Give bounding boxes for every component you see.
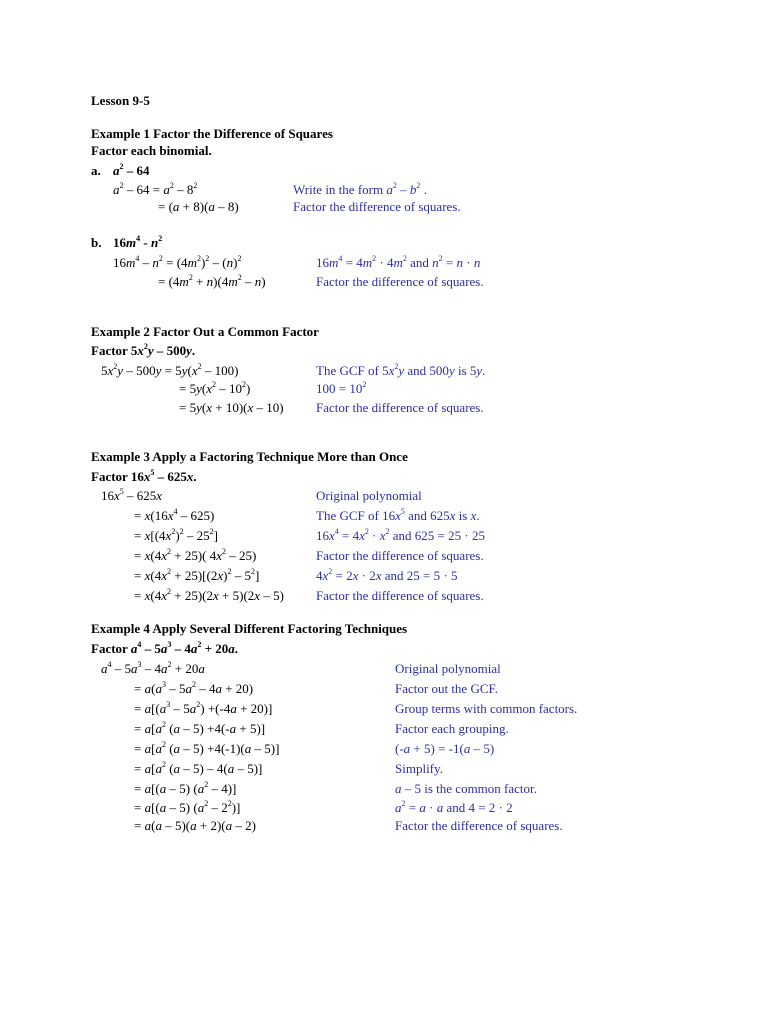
- example-4-step-2: = $a(a^3 - 5a^2 - 4a + 20)$: [134, 680, 254, 696]
- example-2-note-2: $100 = 10^2$: [316, 380, 367, 396]
- example-4-note-7: a – 5 is the common factor.: [395, 781, 537, 796]
- example-3-step-2: = $x(16x^4 - 625)$: [134, 507, 215, 523]
- example-3-note-2: The GCF of $16x^5$ and 625x is x.: [316, 507, 480, 523]
- example-1a-problem: $a^2 - 64$: [113, 162, 150, 178]
- example-2-step-3: = 5y(x + 10)(x – 10): [179, 400, 284, 415]
- example-4-note-8: $a^2 = a \cdot a$ and 4 = 2 · 2: [395, 799, 513, 815]
- example-3-instruction: Factor $16x^5 - 625x$.: [91, 468, 197, 484]
- example-2-title: Example 2 Factor Out a Common Factor: [91, 324, 319, 339]
- example-3-step-1: $16x^5 - 625x$: [101, 487, 163, 503]
- example-1b-step-1: $16m^4 - n^2 = (4m^2)^2 - (n)^2$: [113, 254, 242, 270]
- example-4-step-4: = $a[a^2$ (a – 5) +4(-a + 5)]: [134, 720, 266, 736]
- example-3-step-6: = $x(4x^2 + 25)(2x + 5)(2x - 5)$: [134, 587, 284, 603]
- example-3-note-6: Factor the difference of squares.: [316, 588, 484, 603]
- example-1-instruction: Factor each binomial.: [91, 143, 212, 158]
- example-4-step-9: = a(a – 5)(a + 2)(a – 2): [134, 818, 256, 833]
- example-1b-note-1: $16m^4 = 4m^2 \cdot 4m^2$ and $n^2 = n \cdot n$: [316, 254, 481, 270]
- example-4-step-3: = $a[(a^3 - 5a^2) +(-4a + 20)]$: [134, 700, 273, 716]
- example-4-step-5: = $a[a^2$ (a – 5) +4(-1)(a – 5)]: [134, 740, 280, 756]
- example-1a-note-1: Write in the form $a^2 - b^2$ .: [293, 181, 427, 197]
- example-3-step-5: = $x(4x^2 + 25)[(2x)^2 - 5^2]$: [134, 567, 260, 583]
- example-3-title: Example 3 Apply a Factoring Technique More than Once: [91, 449, 408, 464]
- example-3-step-4: = $x(4x^2 + 25)$( $4x^2 - 25$): [134, 547, 257, 563]
- example-4-note-6: Simplify.: [395, 761, 443, 776]
- example-3-note-1: Original polynomial: [316, 488, 422, 503]
- example-1a-label: a.: [91, 163, 101, 178]
- example-1-title: Example 1 Factor the Difference of Squares: [91, 126, 333, 141]
- example-1b-note-2: Factor the difference of squares.: [316, 274, 484, 289]
- example-4-step-6: = $a[a^2$ (a – 5) – 4(a – 5)]: [134, 760, 263, 776]
- example-4-title: Example 4 Apply Several Different Factoring Techniques: [91, 621, 408, 636]
- example-2-step-1: $5x^2y - 500y = 5y(x^2 - 100)$: [101, 362, 239, 378]
- example-1a-step-1: $a^2 - 64 = a^2 - 8^2$: [113, 181, 198, 197]
- example-2-instruction: Factor $5x^2y - 500y$.: [91, 342, 196, 358]
- example-4-note-5: (-a + 5) = -1(a – 5): [395, 741, 495, 756]
- example-4-instruction: Factor $a^4 - 5a^3 - 4a^2 + 20a$.: [91, 640, 238, 656]
- example-2-step-2: = $5y(x^2 - 10^2)$: [179, 380, 251, 396]
- example-4-note-4: Factor each grouping.: [395, 721, 509, 736]
- example-1a-note-2: Factor the difference of squares.: [293, 199, 461, 214]
- example-1b-label: b.: [91, 235, 102, 250]
- example-4-note-3: Group terms with common factors.: [395, 701, 578, 716]
- example-4-note-2: Factor out the GCF.: [395, 681, 498, 696]
- example-2-note-3: Factor the difference of squares.: [316, 400, 484, 415]
- example-4-note-9: Factor the difference of squares.: [395, 818, 563, 833]
- example-3-step-3: = $x[(4x^2)^2 - 25^2]$: [134, 527, 219, 543]
- example-1b-problem: $16m^4 - n^2$: [113, 234, 163, 250]
- example-1b-step-2: = $(4m^2 + n)(4m^2 - n)$: [158, 273, 266, 289]
- example-3-note-4: Factor the difference of squares.: [316, 548, 484, 563]
- example-1a-step-2: = (a + 8)(a – 8): [158, 199, 239, 214]
- lesson-title: Lesson 9-5: [91, 93, 150, 108]
- example-4-step-1: $a^4 - 5a^3 - 4a^2 + 20a$: [101, 660, 205, 676]
- example-2-note-1: The GCF of $5x^2y$ and 500y is 5y.: [316, 362, 486, 378]
- example-4-step-7: = a[(a – 5) $(a^2 - 4)$]: [134, 780, 237, 796]
- example-3-note-5: $4x^2 = 2x \cdot 2x$ and 25 = 5 · 5: [316, 567, 458, 583]
- example-3-note-3: $16x^4 = 4x^2 \cdot x^2$ and 625 = 25 · 25: [316, 527, 485, 543]
- example-4-step-8: = a[(a – 5) $(a^2 - 2^2)$]: [134, 799, 241, 815]
- example-4-note-1: Original polynomial: [395, 661, 501, 676]
